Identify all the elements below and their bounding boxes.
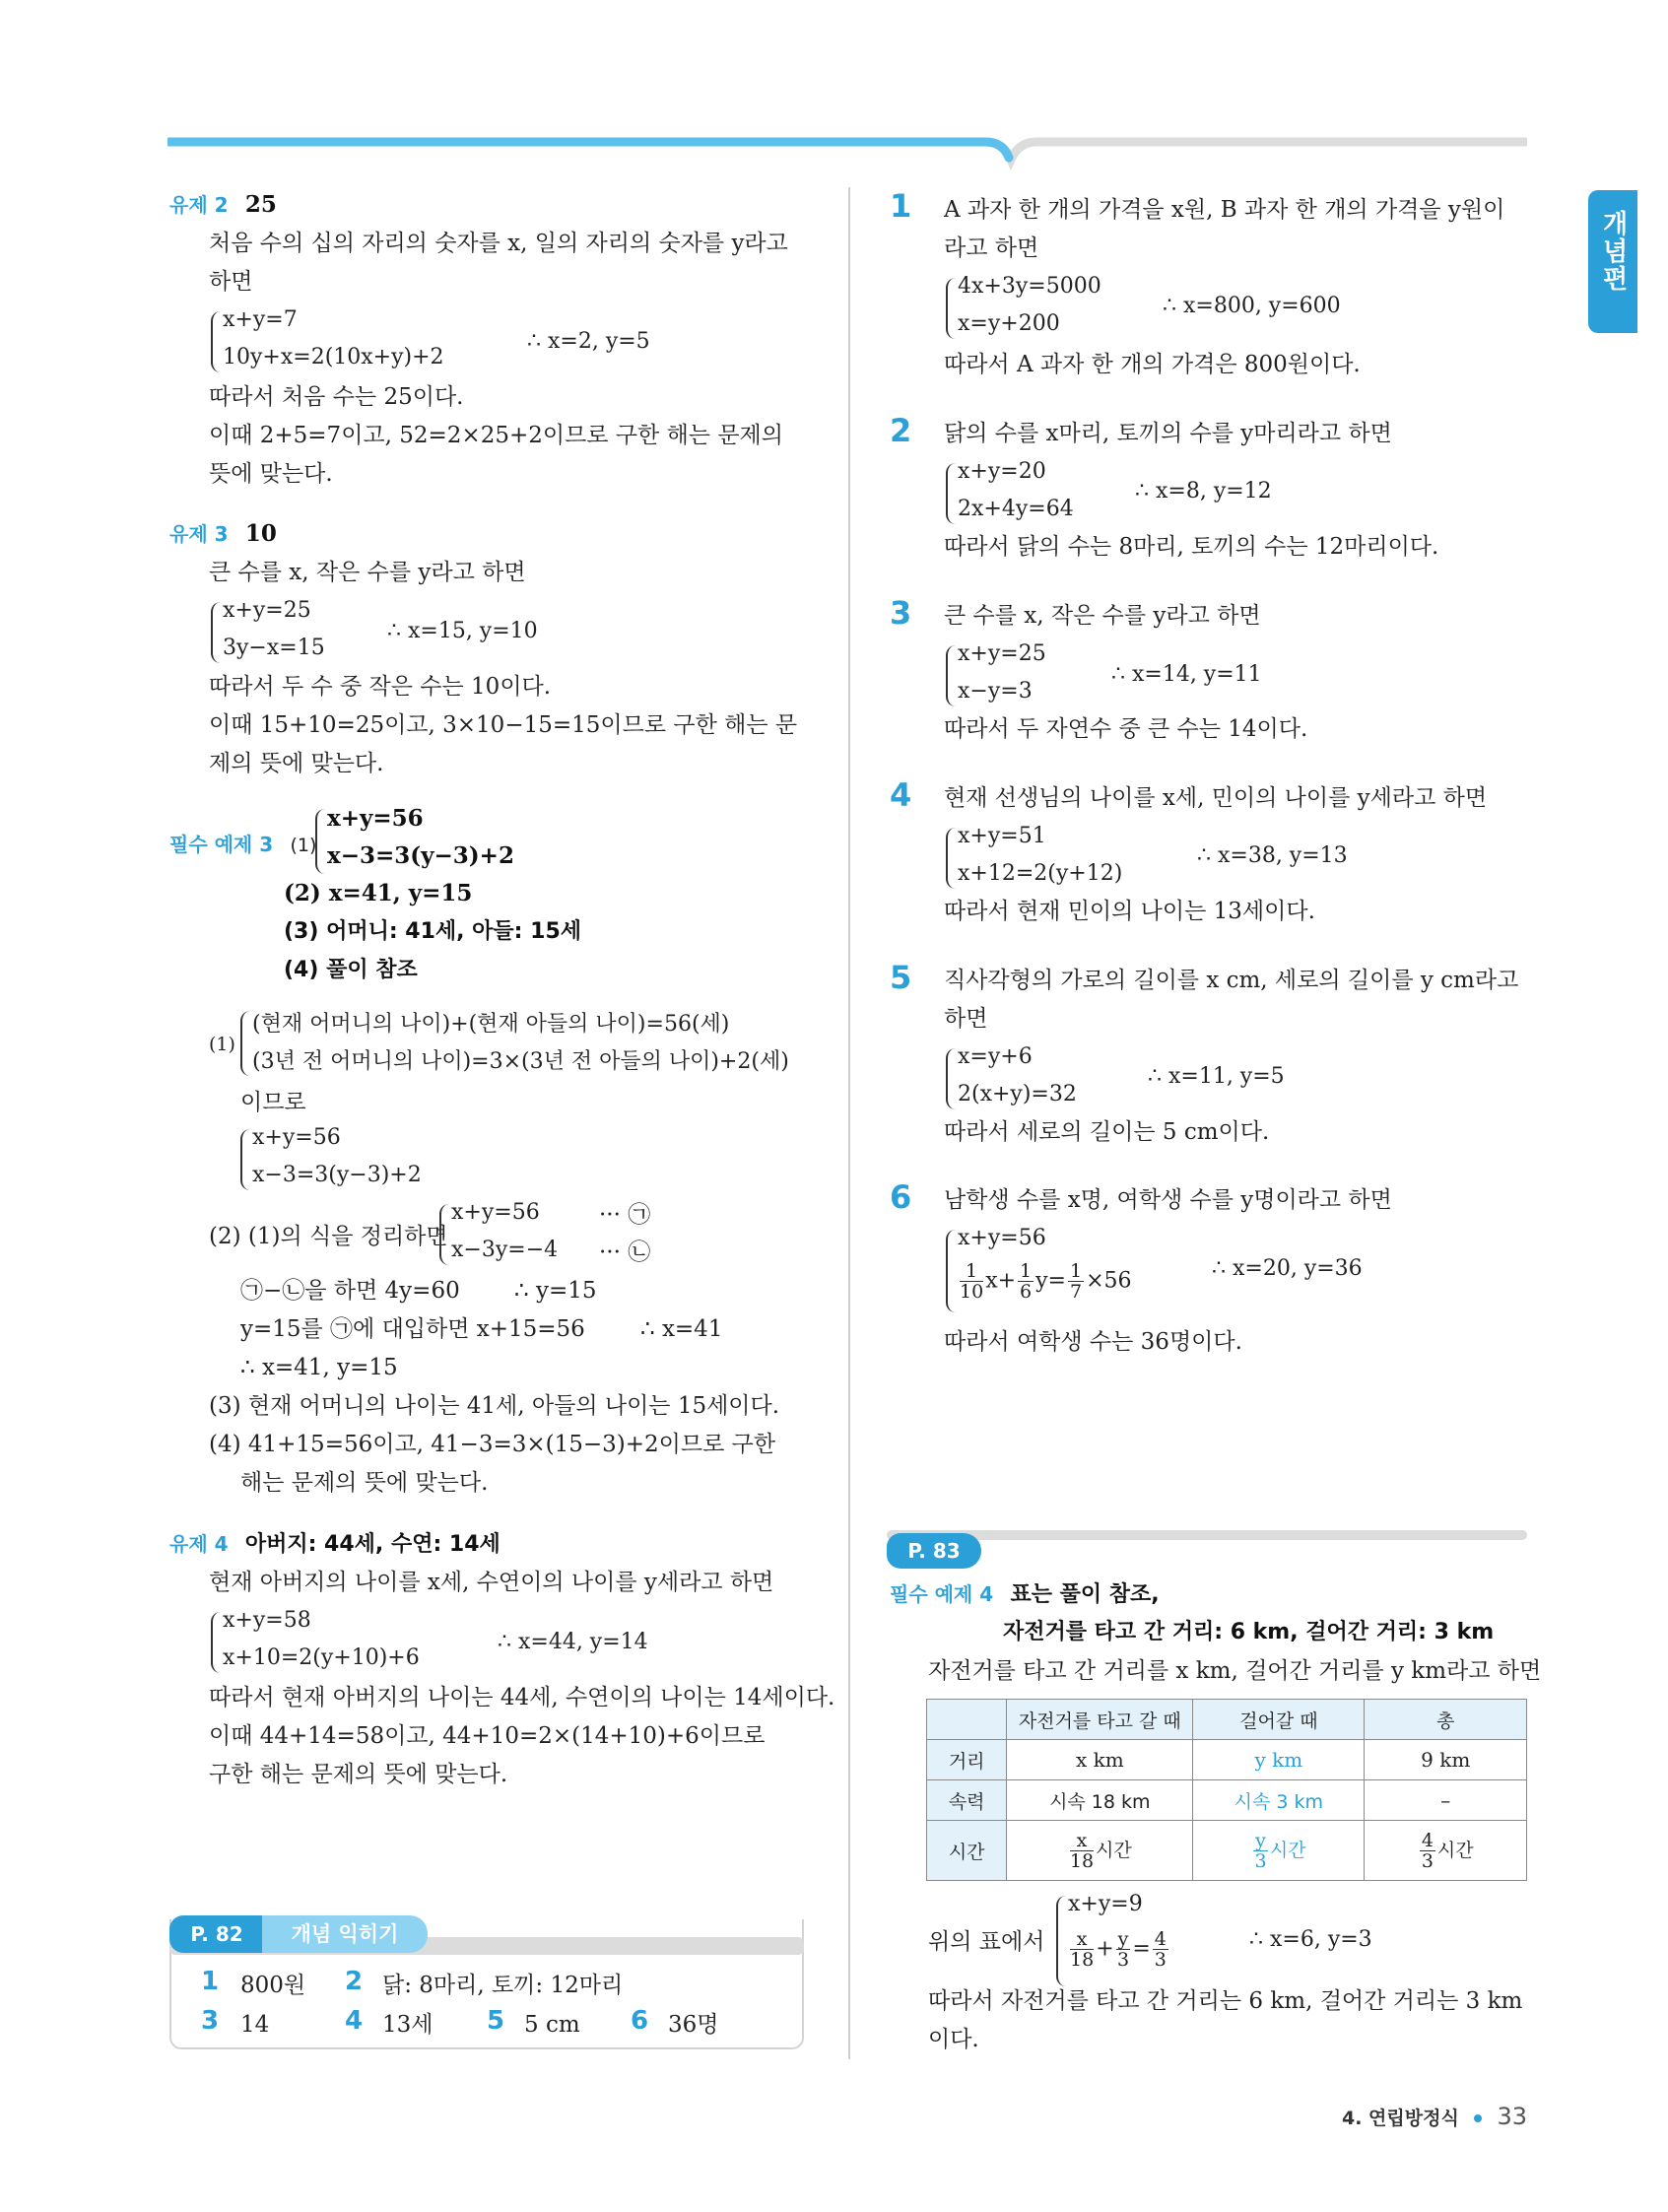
q3-eq2: x−y=3 <box>958 679 1033 704</box>
concept-item-3-num: 3 <box>201 2006 220 2036</box>
p83-header-bar <box>887 1530 1527 1540</box>
p83-eq2 <box>1068 1929 1170 1970</box>
footer-chapter: 4. 연립방정식 <box>1342 2108 1459 2129</box>
concept-item-5-num: 5 <box>487 2006 505 2036</box>
q5-text-2: 하면 <box>944 1006 988 1032</box>
p83-row3-c3-unit: 시간 <box>1436 1839 1474 1861</box>
pilsu3-s1-r1: (현재 어머니의 나이)+(현재 아들의 나이)=56(세) <box>252 1012 730 1037</box>
concept-item-4-value: 13세 <box>382 2012 434 2038</box>
q2-eq2: 2x+4y=64 <box>958 497 1074 521</box>
p83-row3-c3-den: 3 <box>1421 1849 1434 1872</box>
pilsu3-p1: (1) <box>290 835 317 856</box>
concept-item-2-value: 닭: 8마리, 토끼: 12마리 <box>382 1973 624 1998</box>
p83-page: P. 83 <box>907 1539 961 1563</box>
q6-text-2: 따라서 여학생 수는 36명이다. <box>944 1329 1242 1355</box>
yuje4-solution: ∴ x=44, y=14 <box>498 1630 648 1654</box>
yuje3-label: 유제 3 <box>169 522 229 546</box>
concept-box-title: 개념 익히기 <box>291 1922 399 1946</box>
p83-table-row2-c2: 시속 3 km <box>1193 1780 1365 1821</box>
yuje2-label: 유제 2 <box>169 193 229 217</box>
p83-e2-den1: 18 <box>1070 1949 1095 1971</box>
concept-item-6-value: 36명 <box>668 2012 719 2038</box>
p83-e2-den2: 3 <box>1116 1949 1130 1971</box>
pilsu3-s2-text3: y=15를 ㉠에 대입하면 x+15=56 <box>240 1316 585 1342</box>
pilsu3-s2-marker1: ··· ㉠ <box>599 1202 651 1228</box>
p83-table-row2-header: 속력 <box>927 1780 1007 1821</box>
pilsu3-a4: (4) 풀이 참조 <box>284 958 418 982</box>
pilsu3-s4-text-b: 해는 문제의 뜻에 맞는다. <box>240 1470 489 1496</box>
yuje3-solution: ∴ x=15, y=10 <box>387 619 538 643</box>
pilsu3-a1-eq1: x+y=56 <box>327 805 424 832</box>
pilsu3-s1-eq2: x−3=3(y−3)+2 <box>252 1163 422 1187</box>
q3-solution: ∴ x=14, y=11 <box>1111 662 1262 687</box>
p83-text-3: 따라서 자전거를 타고 간 거리는 6 km, 걸어간 거리는 3 km <box>928 1988 1523 2014</box>
yuje4-text-4: 구한 해는 문제의 뜻에 맞는다. <box>209 1762 508 1787</box>
side-tab-label: 개념편 <box>1598 210 1628 293</box>
q1-number: 1 <box>890 187 912 225</box>
p83-label: 필수 예제 4 <box>890 1582 994 1606</box>
yuje4-answer: 아버지: 44세, 수연: 14세 <box>244 1532 500 1557</box>
q4-eq1: x+y=51 <box>958 824 1046 848</box>
q6-t2: y= <box>1035 1268 1066 1294</box>
q1-solution: ∴ x=800, y=600 <box>1163 294 1341 318</box>
q6-f2-num: 1 <box>1020 1260 1033 1282</box>
q6-eq1: x+y=56 <box>958 1226 1046 1250</box>
q2-text-2: 따라서 닭의 수는 8마리, 토끼의 수는 12마리이다. <box>944 534 1439 560</box>
q6-solution: ∴ x=20, y=36 <box>1212 1256 1363 1281</box>
p83-row3-c2-num: y <box>1255 1829 1266 1851</box>
yuje3-text-2: 따라서 두 수 중 작은 수는 10이다. <box>209 674 552 700</box>
p83-e2-den3: 3 <box>1154 1949 1167 1971</box>
concept-box-page-tab <box>169 1915 264 1953</box>
concept-item-6-num: 6 <box>631 2006 649 2036</box>
concept-box-page: P. 82 <box>190 1922 243 1946</box>
q3-text-2: 따라서 두 자연수 중 큰 수는 14이다. <box>944 716 1308 742</box>
p83-table-header-0 <box>927 1700 1007 1740</box>
p83-table-row3-c3 <box>1365 1821 1527 1881</box>
yuje3-eq1: x+y=25 <box>223 598 311 623</box>
yuje2-text-3: 따라서 처음 수는 25이다. <box>209 384 464 410</box>
q6-f2-den: 6 <box>1020 1281 1033 1303</box>
yuje3-text-1: 큰 수를 x, 작은 수를 y라고 하면 <box>209 560 526 585</box>
pilsu3-s2-text2: ㉠−㉡을 하면 4y=60 <box>240 1278 460 1304</box>
q6-t3: ×56 <box>1086 1268 1132 1294</box>
p83-page-tab <box>887 1533 981 1569</box>
concept-item-1-value: 800원 <box>240 1973 306 1998</box>
yuje3-text-4: 제의 뜻에 맞는다. <box>209 751 384 776</box>
yuje2-text-1: 처음 수의 십의 자리의 숫자를 x, 일의 자리의 숫자를 y라고 <box>209 231 788 256</box>
yuje2-eq2: 10y+x=2(10x+y)+2 <box>223 345 444 369</box>
q4-solution: ∴ x=38, y=13 <box>1197 843 1348 868</box>
yuje2-heading <box>169 190 277 220</box>
pilsu3-s1-equation-system <box>240 1125 536 1194</box>
q4-eq2: x+12=2(y+12) <box>958 861 1123 886</box>
pilsu3-s2-text: (2) (1)의 식을 정리하면 <box>209 1224 448 1249</box>
p83-table-header-row <box>927 1700 1527 1740</box>
pilsu3-a2: (2) x=41, y=15 <box>284 880 473 906</box>
yuje3-eq2: 3y−x=15 <box>223 636 325 660</box>
pilsu3-s2-text2b: ∴ y=15 <box>514 1278 597 1304</box>
yuje3-equation-system <box>211 598 408 667</box>
p83-table-row3-c2 <box>1193 1821 1365 1881</box>
yuje2-text-5: 뜻에 맞는다. <box>209 461 333 487</box>
column-divider <box>848 187 850 2059</box>
q6-f1-num: 1 <box>960 1261 983 1282</box>
footer-page-number: 33 <box>1497 2103 1527 2130</box>
pilsu3-s2-marker2: ··· ㉡ <box>599 1240 651 1265</box>
p83-table-row <box>927 1780 1527 1821</box>
p83-solution: ∴ x=6, y=3 <box>1249 1927 1372 1952</box>
q2-text-1: 닭의 수를 x마리, 토끼의 수를 y마리라고 하면 <box>944 421 1392 446</box>
q2-eq1: x+y=20 <box>958 459 1046 484</box>
p83-table-row2-c3: – <box>1365 1780 1527 1821</box>
p83-answer-2: 자전거를 타고 간 거리: 6 km, 걸어간 거리: 3 km <box>1003 1620 1495 1644</box>
q1-eq2: x=y+200 <box>958 311 1060 336</box>
q6-f1-den: 10 <box>960 1281 984 1303</box>
yuje3-heading <box>169 519 277 549</box>
concept-item-2-num: 2 <box>345 1967 364 1996</box>
p83-text-1: 자전거를 타고 간 거리를 x km, 걸어간 거리를 y km라고 하면 <box>928 1658 1542 1684</box>
p83-row3-c2-unit: 시간 <box>1269 1839 1306 1861</box>
p83-table <box>926 1699 1527 1881</box>
p83-row3-c1-den: 18 <box>1069 1849 1095 1872</box>
p83-eq1: x+y=9 <box>1068 1892 1143 1916</box>
q6-f3-num: 1 <box>1070 1260 1083 1282</box>
concept-item-1-num: 1 <box>201 1967 220 1996</box>
pilsu3-answer-system <box>315 805 571 878</box>
q3-eq1: x+y=25 <box>958 641 1046 666</box>
pilsu3-s1-text: 이므로 <box>240 1090 306 1115</box>
yuje2-equation-system <box>211 307 506 376</box>
p83-table-row <box>927 1821 1527 1881</box>
p83-e2-eq: = <box>1132 1936 1151 1962</box>
q6-eq2 <box>958 1261 1132 1302</box>
p83-row3-c1-num: x <box>1070 1831 1094 1851</box>
p83-row3-c3-num: 4 <box>1421 1829 1434 1851</box>
yuje2-eq1: x+y=7 <box>223 307 298 332</box>
yuje4-text-1: 현재 아버지의 나이를 x세, 수연이의 나이를 y세라고 하면 <box>209 1570 774 1595</box>
q3-text-1: 큰 수를 x, 작은 수를 y라고 하면 <box>944 603 1261 629</box>
concept-item-4-num: 4 <box>345 2006 364 2036</box>
yuje4-heading <box>169 1529 500 1560</box>
q1-text-1: A 과자 한 개의 가격을 x원, B 과자 한 개의 가격을 y원이 <box>944 197 1505 223</box>
p83-heading <box>890 1579 1160 1610</box>
header-decoration <box>167 134 1527 173</box>
yuje4-eq2: x+10=2(y+10)+6 <box>223 1645 420 1670</box>
q2-equation-system <box>946 459 1143 528</box>
p83-e2-num2: y <box>1117 1928 1129 1950</box>
q2-solution: ∴ x=8, y=12 <box>1135 479 1272 503</box>
q6-f3-den: 7 <box>1070 1281 1083 1303</box>
q5-number: 5 <box>890 959 912 996</box>
pilsu3-s1-eq1: x+y=56 <box>252 1125 341 1150</box>
yuje2-text-2: 하면 <box>209 269 253 295</box>
q5-text-3: 따라서 세로의 길이는 5 cm이다. <box>944 1119 1270 1145</box>
p83-table-row3-header: 시간 <box>927 1821 1007 1881</box>
p83-row3-c1-unit: 시간 <box>1096 1839 1132 1861</box>
p83-e2-num3: 4 <box>1154 1928 1167 1950</box>
pilsu3-s1-r2: (3년 전 어머니의 나이)=3×(3년 전 아들의 나이)+2(세) <box>252 1049 789 1074</box>
pilsu3-s2-eq1: x+y=56 <box>451 1200 540 1225</box>
p83-equation-system <box>1056 1892 1273 1990</box>
p83-e2-plus: + <box>1096 1936 1114 1962</box>
q2-number: 2 <box>890 412 912 449</box>
q1-text-3: 따라서 A 과자 한 개의 가격은 800원이다. <box>944 352 1361 377</box>
pilsu3-s1-p: (1) <box>209 1034 235 1055</box>
yuje2-answer: 25 <box>244 191 277 218</box>
pilsu3-s2-text4: ∴ x=41, y=15 <box>240 1355 398 1380</box>
q4-text-2: 따라서 현재 민이의 나이는 13세이다. <box>944 899 1315 924</box>
pilsu3-s1-system <box>240 1007 832 1080</box>
q1-equation-system <box>946 274 1143 343</box>
q1-text-2: 라고 하면 <box>944 235 1039 261</box>
q5-eq2: 2(x+y)=32 <box>958 1082 1077 1106</box>
p83-table-header-2: 걸어갈 때 <box>1193 1700 1365 1740</box>
footer-bullet-icon <box>1474 2114 1482 2122</box>
side-tab[interactable] <box>1588 190 1637 333</box>
pilsu3-a3: (3) 어머니: 41세, 아들: 15세 <box>284 919 582 944</box>
q4-equation-system <box>946 824 1163 893</box>
p83-row3-c2-den: 3 <box>1254 1849 1267 1872</box>
p83-table-row2-c1: 시속 18 km <box>1007 1780 1193 1821</box>
q5-eq1: x=y+6 <box>958 1044 1033 1069</box>
q6-number: 6 <box>890 1178 912 1216</box>
q4-text-1: 현재 선생님의 나이를 x세, 민이의 나이를 y세라고 하면 <box>944 785 1488 811</box>
q5-solution: ∴ x=11, y=5 <box>1148 1064 1285 1089</box>
p83-text-4: 이다. <box>928 2027 979 2052</box>
p83-text-2: 위의 표에서 <box>928 1929 1045 1955</box>
q4-number: 4 <box>890 776 912 814</box>
pilsu3-s2-text3b: ∴ x=41 <box>640 1316 723 1342</box>
pilsu3-a1-eq2: x−3=3(y−3)+2 <box>327 842 514 869</box>
yuje4-label: 유제 4 <box>169 1532 229 1556</box>
p83-e2-num1: x <box>1070 1929 1094 1950</box>
yuje4-equation-system <box>211 1608 506 1677</box>
pilsu3-s3-text: (3) 현재 어머니의 나이는 41세, 아들의 나이는 15세이다. <box>209 1393 780 1419</box>
p83-answer-1: 표는 풀이 참조, <box>1010 1582 1160 1607</box>
pilsu3-label: 필수 예제 3 (1) <box>169 833 317 856</box>
yuje2-solution: ∴ x=2, y=5 <box>527 329 650 354</box>
concept-item-5-value: 5 cm <box>524 2012 580 2038</box>
q6-text-1: 남학생 수를 x명, 여학생 수를 y명이라고 하면 <box>944 1187 1392 1213</box>
p83-table-header-1: 자전거를 타고 갈 때 <box>1007 1700 1193 1740</box>
pilsu3-s2-eq2: x−3y=−4 <box>451 1238 559 1262</box>
yuje4-eq1: x+y=58 <box>223 1608 311 1633</box>
yuje4-text-2: 따라서 현재 아버지의 나이는 44세, 수연이의 나이는 14세이다. <box>209 1685 835 1710</box>
q1-eq1: 4x+3y=5000 <box>958 274 1101 299</box>
p83-table-row1-c3: 9 km <box>1365 1740 1527 1780</box>
yuje3-answer: 10 <box>244 520 277 547</box>
p83-table-header-3: 총 <box>1365 1700 1527 1740</box>
yuje3-text-3: 이때 15+10=25이고, 3×10−15=15이므로 구한 해는 문 <box>209 712 798 738</box>
concept-box-title-tab <box>262 1915 428 1953</box>
yuje2-text-4: 이때 2+5=7이고, 52=2×25+2이므로 구한 해는 문제의 <box>209 423 783 448</box>
p83-table-row <box>927 1740 1527 1780</box>
q5-text-1: 직사각형의 가로의 길이를 x cm, 세로의 길이를 y cm라고 <box>944 968 1519 993</box>
q6-t1: x+ <box>985 1268 1017 1294</box>
q6-equation-system <box>946 1226 1202 1316</box>
footer <box>1281 2103 1527 2130</box>
p83-table-row1-header: 거리 <box>927 1740 1007 1780</box>
q3-number: 3 <box>890 594 912 632</box>
q5-equation-system <box>946 1044 1143 1113</box>
p83-table-row1-c1: x km <box>1007 1740 1193 1780</box>
p83-table-row3-c1 <box>1007 1821 1193 1881</box>
p83-table-row1-c2: y km <box>1193 1740 1365 1780</box>
concept-item-3-value: 14 <box>240 2012 270 2038</box>
yuje4-text-3: 이때 44+14=58이고, 44+10=2×(14+10)+6이므로 <box>209 1723 766 1749</box>
pilsu3-s4-text-a: (4) 41+15=56이고, 41−3=3×(15−3)+2이므로 구한 <box>209 1432 776 1457</box>
